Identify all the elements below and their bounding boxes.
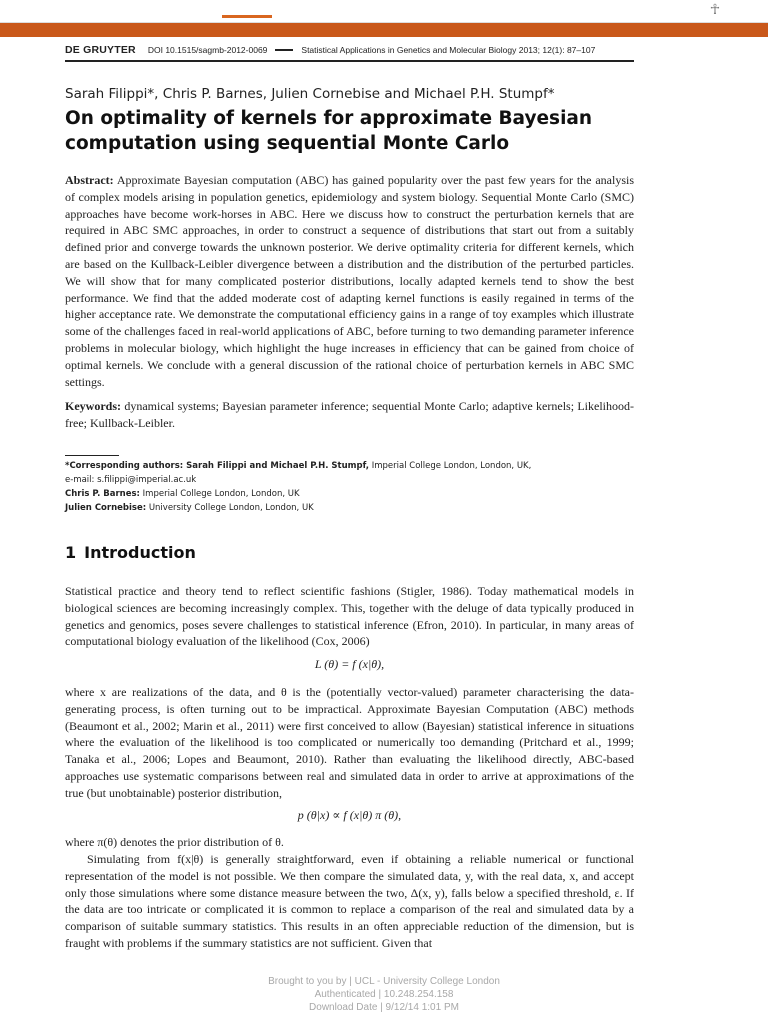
publisher-name: DE GRUYTER: [65, 44, 136, 56]
keywords-label: Keywords:: [65, 399, 121, 413]
footnote-rule: [65, 455, 119, 456]
footnotes: [65, 459, 634, 515]
journal-color-band: [0, 23, 768, 37]
section-heading: [65, 543, 196, 562]
abstract-label: Abstract:: [65, 173, 114, 187]
keywords-text: dynamical systems; Bayesian parameter inference; sequential Monte Carlo; adaptive kernels; Likelihood-free; Kullback-Leibler.: [65, 399, 635, 430]
journal-header: [65, 40, 634, 60]
section-title: Introduction: [84, 543, 196, 562]
footnote-barnes: Chris P. Barnes: Imperial College London, London, UK: [65, 489, 300, 499]
article-title: On optimality of kernels for approximate Bayesian computation using sequential Monte Carlo: [65, 108, 593, 154]
section-number: 1: [65, 543, 77, 562]
paragraph-2: where x are realizations of the data, and θ is the (potentially vector-valued) parameter characterising the data-generating process, is often turning out to be impractical. Approximate Bayesian Computation (ABC) methods (Beaumont et al., 2002; Marin et al., 2011) were first conceived to allow (Bayesian) statistical inference in situations where the evaluation of the likelihood is too complicated or numerically too demanding (Pritchard et al., 1999; Tanaka et al., 2006; Lopes and Beaumont, 2010). Rather than evaluating the likelihood directly, ABC-based approaches use systematic comparisons between real and simulated data in order to arrive at approximations of the true (but unobtainable) posterior distribution,: [65, 685, 634, 800]
doi: DOI 10.1515/sagmb-2012-0069: [147, 45, 268, 55]
paragraph-3: where π(θ) denotes the prior distribution of θ.: [65, 835, 284, 849]
footnote-cornebise: Julien Cornebise: University College London, London, UK: [65, 503, 314, 513]
download-watermark: [0, 975, 768, 1014]
footnote-corresponding: *Corresponding authors: Sarah Filippi and Michael P.H. Stumpf, Imperial College London, London, UK,: [65, 461, 532, 471]
footer-line-1: Brought to you by | UCL - University College London: [268, 976, 500, 987]
paragraph-1: Statistical practice and theory tend to reflect scientific fashions (Stigler, 1986). Today mathematical models in biological sciences are becoming increasingly complex. This, together with the deluge of data typically produced in genetics and genomics, poses severe challenges to statistical inference (Efron, 2010). In particular, in many areas of computational biology evaluation of the likelihood (Cox, 2006): [65, 584, 634, 649]
equation-posterior: p (θ|x) ∝ f (x|θ) π (θ),: [297, 808, 402, 822]
journal-citation: Statistical Applications in Genetics and Molecular Biology 2013; 12(1): 87–107: [301, 45, 596, 55]
footnote-email: e-mail: s.filippi@imperial.ac.uk: [65, 475, 197, 485]
publisher-logo-icon: ☥: [709, 3, 721, 18]
paragraph-4: Simulating from f(x|θ) is generally straightforward, even if obtaining a reliable numerical or functional representation of the model is not possible. We then compare the simulated data, y, with the real data, x, and accept only those simulations where some distance measure between the two, Δ(x, y), falls below a specified threshold, ε. If the data are too intricate or complicated it is common to replace a comparison of the real and simulated data by a comparison of suitable summary statistics. This results in an often appreciable reduction of the dimension, but is fraught with problems if the summary statistics are not sufficient. Given that: [65, 852, 634, 950]
keywords: [65, 398, 634, 432]
abstract-text: Approximate Bayesian computation (ABC) has gained popularity over the past few years for the analysis of complex models arising in population genetics, epidemiology and system biology. Sequential Monte Carlo (SMC) approaches have become work-horses in ABC. Here we discuss how to construct the perturbation kernels that are required in ABC SMC approaches, in order to construct a sequence of distributions that start out from a suitably defined prior and converge towards the unknown posterior. We derive optimality criteria for different kernels, which are based on the Kullback-Leibler divergence between a distribution and the distribution of the perturbed particles. We will show that for many complicated posterior distributions, locally adapted kernels tend to show the best performance. We find that the added moderate cost of adapting kernel functions is easily regained in terms of the higher acceptance rate. We demonstrate the computational efficiency gains in a range of toy examples which illustrate some of the challenges faced in real-world applications of ABC, before turning to two demanding parameter inference problems in molecular biology, which highlight the huge increases in efficiency that can be gained from choice of optimal kernels. We conclude with a general discussion of the rational choice of perturbation kernels in ABC SMC settings.: [65, 173, 634, 389]
footer-line-2: Authenticated | 10.248.254.158: [314, 989, 454, 1000]
header-dash: [275, 49, 293, 51]
active-tab-indicator: [222, 15, 272, 18]
top-toolbar: [0, 0, 768, 23]
abstract: [65, 172, 634, 390]
author-list: Sarah Filippi*, Chris P. Barnes, Julien Cornebise and Michael P.H. Stumpf*: [65, 86, 555, 102]
header-rule: [65, 60, 634, 62]
footer-line-3: Download Date | 9/12/14 1:01 PM: [309, 1002, 459, 1013]
equation-likelihood: L (θ) = f (x|θ),: [314, 657, 385, 671]
